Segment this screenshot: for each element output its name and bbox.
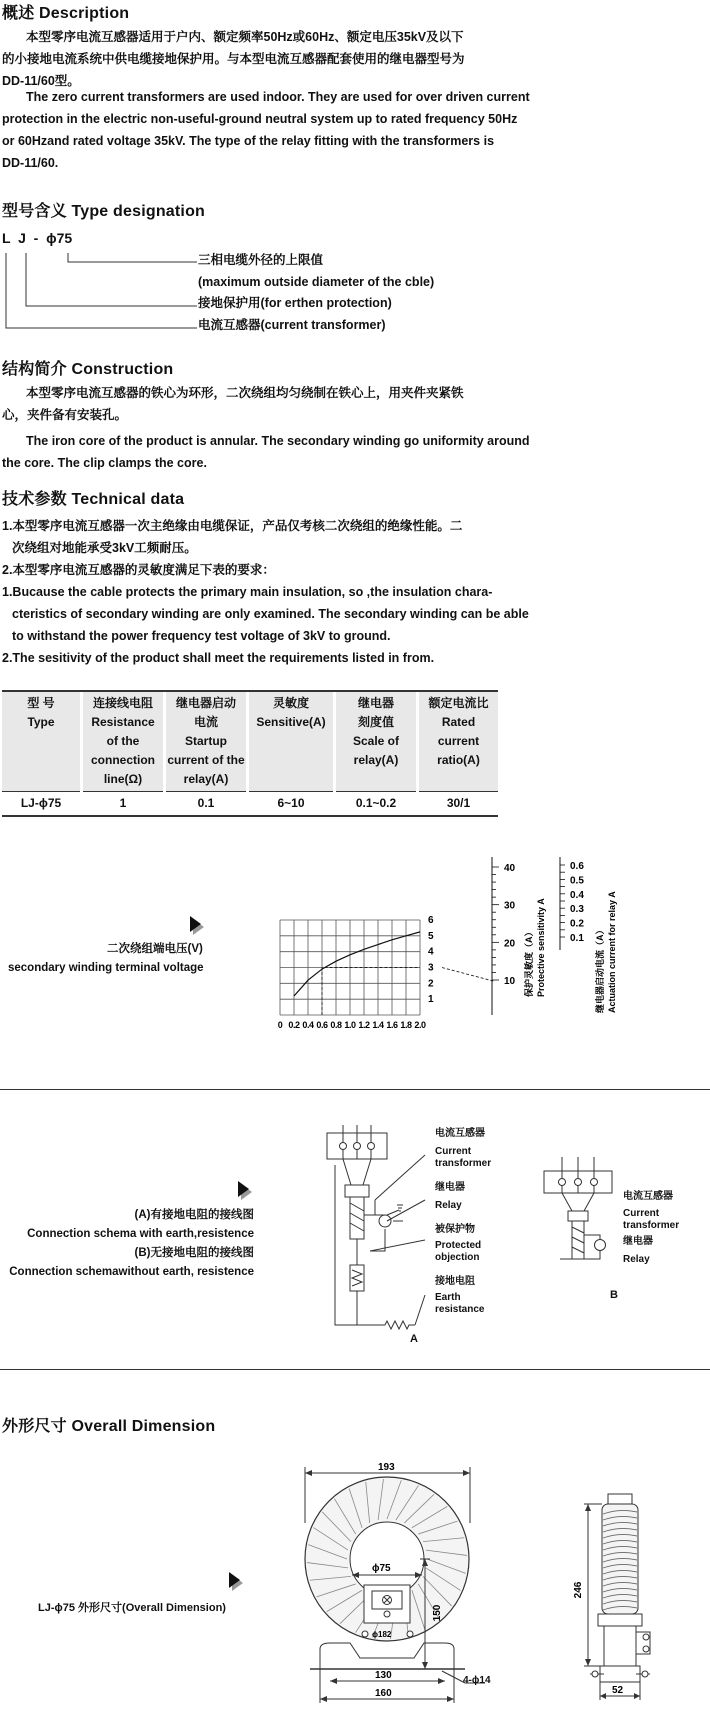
dim-193: 193	[378, 1463, 395, 1473]
diagram-a-labels	[435, 1128, 491, 1316]
arrow-icon	[229, 1572, 240, 1588]
divider	[0, 1089, 710, 1090]
actuation-label-cn: 继电器启动电流（A）	[595, 925, 605, 1013]
text-line: 心，夹件备有安装孔。	[2, 408, 128, 422]
sensitivity-graph	[270, 845, 710, 1045]
legend-a-cn: (A)有接地电阻的接线图	[134, 1209, 254, 1221]
text-line: the core. The clip clamps the core.	[2, 456, 207, 470]
cell-type: LJ-ϕ75	[2, 792, 82, 816]
sensitivity-tick-label: 20	[504, 938, 516, 950]
label-a-ct-en1: Current	[435, 1146, 472, 1157]
text-line: to withstand the power frequency test voltage of 3kV to ground.	[12, 629, 391, 643]
label-a-ct-cn: 电流互感器	[435, 1128, 485, 1139]
diagram-b-caption: B	[610, 1289, 618, 1301]
description-en	[2, 86, 708, 174]
header-sensitive: 灵敏度 Sensitive(A)	[248, 692, 335, 792]
dim-150: 150	[432, 1604, 443, 1622]
header-ratio: 额定电流比 Rated current ratio(A)	[418, 692, 499, 792]
cell-ratio: 30/1	[446, 796, 471, 810]
sensitivity-tick-label: 30	[504, 900, 516, 912]
label-a-earth-en2: resistance	[435, 1304, 485, 1315]
dim-75: ϕ75	[372, 1563, 391, 1574]
dimension-front-view	[290, 1463, 490, 1713]
technical-text	[2, 515, 708, 669]
label-a-prot-cn: 被保护物	[435, 1224, 475, 1235]
y-tick-label: 5	[428, 930, 434, 942]
label-b-relay-cn: 继电器	[623, 1236, 653, 1247]
type-labels	[198, 250, 434, 336]
x-tick-label: 0.6	[316, 1020, 328, 1030]
label-b-ct-en1: Current	[623, 1208, 660, 1219]
dimension-side-view	[560, 1490, 680, 1705]
dim-182: ϕ182	[372, 1630, 392, 1639]
x-tick-label: 1.6	[386, 1020, 398, 1030]
label-a-relay-cn: 继电器	[435, 1182, 465, 1193]
description-heading: 概述 Description	[2, 5, 130, 22]
arrow-icon	[238, 1181, 249, 1197]
construction-heading: 结构简介 Construction	[2, 361, 174, 378]
divider	[0, 1369, 710, 1370]
x-tick-label: 1.2	[358, 1020, 370, 1030]
sensitivity-tick-label: 40	[504, 863, 516, 874]
label-current-transformer: 电流互感器(current transformer)	[198, 317, 386, 332]
header-startup: 继电器启动 电流 Startup current of the relay(A)	[165, 692, 248, 792]
x-tick-label: 1.0	[344, 1020, 356, 1030]
actuation-tick-label: 0.2	[570, 918, 584, 930]
sensitivity-label-en: Protective sensitivity A	[536, 898, 546, 997]
actuation-tick-label: 0.3	[570, 904, 584, 916]
graph-label-cn: 二次绕组端电压(V)	[107, 943, 203, 955]
y-tick-label: 1	[428, 994, 434, 1006]
type-code: L J - ϕ75	[2, 230, 73, 246]
text-line: 本型零序电流互感器的铁心为环形，二次绕组均匀绕制在铁心上，用夹件夹紧铁	[26, 386, 464, 400]
dimension-heading: 外形尺寸 Overall Dimension	[2, 1418, 216, 1435]
label-b-relay-en: Relay	[623, 1254, 650, 1265]
x-tick-label: 0	[277, 1020, 283, 1030]
label-a-prot-en1: Protected	[435, 1240, 482, 1251]
text-line: 1.Bucause the cable protects the primary main insulation, so ,the insulation chara-	[2, 585, 493, 599]
label-a-prot-en2: objection	[435, 1252, 480, 1263]
cell-scale: 0.1~0.2	[335, 792, 418, 816]
y-tick-label: 3	[428, 962, 434, 974]
dim-246: 246	[573, 1581, 584, 1599]
dim-14: 4-ϕ14	[463, 1675, 491, 1686]
diagram-a-caption: A	[410, 1333, 418, 1345]
description-cn	[2, 26, 708, 92]
actuation-tick-label: 0.1	[570, 933, 584, 944]
y-tick-label: 2	[428, 978, 434, 990]
text-line: 本型零序电流互感器适用于户内、额定频率50Hz或60Hz、额定电压35kV及以下	[26, 30, 464, 44]
dim-160: 160	[375, 1688, 392, 1699]
y-tick-label: 4	[428, 946, 434, 958]
text-line: 2.本型零序电流互感器的灵敏度满足下表的要求：	[2, 563, 275, 577]
cell-sensitive: 6~10	[248, 792, 335, 816]
label-b-ct-cn: 电流互感器	[623, 1191, 673, 1202]
label-b-ct-en2: transformer	[623, 1220, 680, 1231]
text-line: DD-11/60型。	[2, 74, 80, 88]
x-tick-label: 1.8	[400, 1020, 412, 1030]
construction-text	[2, 382, 708, 474]
graph-label-en: secondary winding terminal voltage	[8, 962, 204, 974]
dimension-label: LJ-ϕ75 外形尺寸(Overall Dimension)	[38, 1602, 226, 1614]
actuation-label-en: Actuation current for relay A	[607, 891, 617, 1013]
header-scale: 继电器 刻度值 Scale of relay(A)	[335, 692, 418, 792]
text-line: 1.本型零序电流互感器一次主绝缘由电缆保证，产品仅考核二次绕组的绝缘性能。二	[2, 519, 463, 533]
arrow-icon	[190, 916, 201, 932]
dim-130: 130	[375, 1670, 392, 1681]
text-line: 的小接地电流系统中供电缆接地保护用。与本型电流互感器配套使用的继电器型号为	[2, 52, 465, 66]
label-a-earth-cn: 接地电阻	[435, 1276, 475, 1287]
legend-a-en: Connection schema with earth,resistence	[27, 1228, 254, 1240]
reference-line	[322, 968, 420, 1016]
connection-legend	[0, 1206, 254, 1282]
dim-52: 52	[612, 1685, 624, 1696]
label-a-ct-en2: transformer	[435, 1158, 492, 1169]
text-line: DD-11/60.	[2, 156, 59, 170]
text-line: cteristics of secondary winding are only examined. The secondary winding can be able	[12, 607, 529, 621]
actuation-tick-label: 0.6	[570, 861, 584, 872]
x-tick-label: 2.0	[414, 1020, 426, 1030]
text-line: The zero current transformers are used indoor. They are used for over driven current	[26, 90, 530, 104]
y-tick-label: 6	[428, 915, 434, 926]
text-line: or 60Hzand rated voltage 35kV. The type of the relay fitting with the transformers is	[2, 134, 495, 148]
sensitivity-curve	[294, 932, 420, 996]
type-designation-heading: 型号含义 Type designation	[2, 203, 206, 220]
table-row	[2, 792, 498, 816]
label-a-earth-en1: Earth	[435, 1292, 461, 1303]
technical-heading: 技术参数 Technical data	[2, 491, 185, 508]
actuation-tick-label: 0.4	[570, 889, 584, 901]
x-tick-label: 0.4	[302, 1020, 314, 1030]
table-header-row	[2, 692, 498, 792]
text-line: protection in the electric non-useful-ground neutral system up to rated frequency 50Hz	[2, 112, 518, 126]
x-tick-label: 0.8	[330, 1020, 342, 1030]
spec-table-wrap	[2, 690, 498, 817]
x-tick-label: 0.2	[288, 1020, 300, 1030]
text-line: The iron core of the product is annular. The secondary winding go uniformity around	[26, 434, 530, 448]
reference-line	[442, 968, 495, 982]
text-line: 2.The sesitivity of the product shall meet the requirements listed in from.	[2, 651, 435, 665]
spec-table	[2, 692, 498, 815]
actuation-tick-label: 0.5	[570, 875, 584, 887]
diagram-b-labels	[623, 1191, 679, 1266]
label-outside-diameter-en: (maximum outside diameter of the cble)	[198, 274, 435, 289]
sensitivity-label-cn: 保护灵敏度（A）	[524, 927, 534, 997]
cell-startup: 0.1	[165, 792, 248, 816]
type-designation-lines	[0, 240, 200, 330]
text-line: 次绕组对地能承受3kV工频耐压。	[12, 541, 197, 555]
header-type: 型 号 Type	[2, 692, 82, 792]
label-earthing: 接地保护用(for erthen protection)	[198, 296, 392, 310]
sensitivity-tick-label: 10	[504, 976, 516, 987]
legend-b-cn: (B)无接地电阻的接线图	[134, 1247, 254, 1259]
label-outside-diameter: 三相电缆外径的上限值	[198, 253, 324, 267]
header-resistance: 连接线电阻 Resistance of the connection line(Ω)	[82, 692, 165, 792]
connection-diagram-b	[540, 1155, 620, 1265]
label-a-relay-en: Relay	[435, 1200, 462, 1211]
x-tick-label: 1.4	[372, 1020, 384, 1030]
cell-resistance: 1	[82, 792, 165, 816]
legend-b-en: Connection schemawithout earth, resistence	[9, 1266, 254, 1278]
